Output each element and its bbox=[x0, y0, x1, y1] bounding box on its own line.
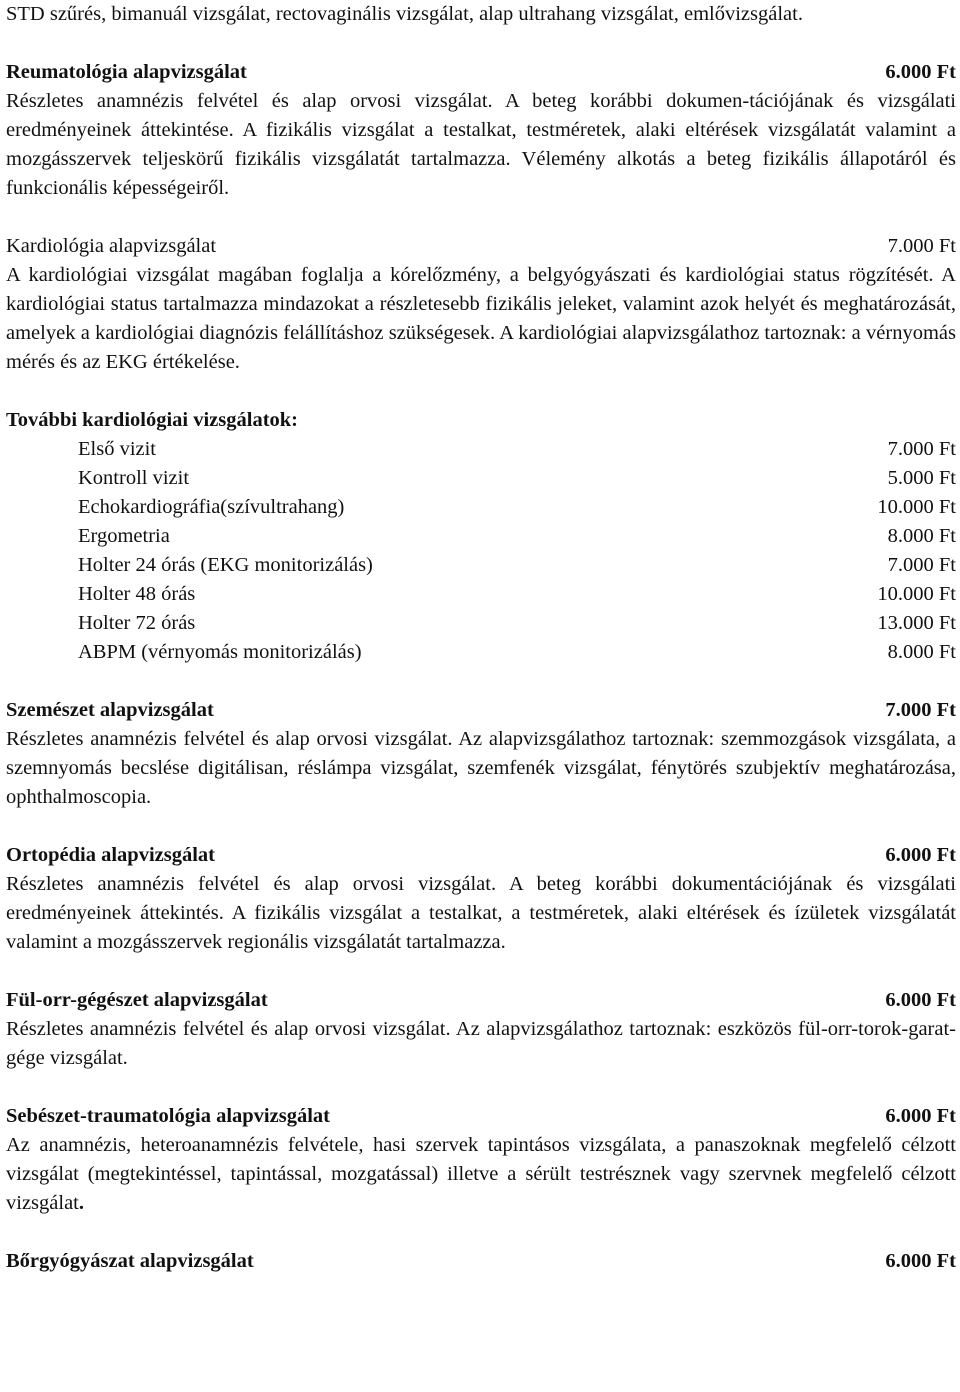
section-header-sebeszet bbox=[6, 1102, 956, 1131]
section-header-ful-orr-gegeszet bbox=[6, 986, 956, 1015]
item-label: Echokardiográfia(szívultrahang) bbox=[78, 496, 345, 518]
item-price: 7.000 Ft bbox=[887, 554, 956, 576]
section-title: Bőrgyógyászat alapvizsgálat bbox=[6, 1250, 254, 1272]
section-body: A kardiológiai vizsgálat magában foglalja a kórelőzmény, a belgyógyászati és kardiológiai status rögzítését. A kardiológiai status tartalmazza mindazokat a részletesebb fizikális jeleket, valamint azok helyét és meghatározását, amelyek a kardiológiai diagnózis felállításhoz szükségesek. A kardiológiai alapvizsgálathoz tartoznak: a vérnyomás mérés és az EKG értékelése. bbox=[6, 264, 956, 373]
item-label: Kontroll vizit bbox=[78, 467, 190, 489]
item-price: 10.000 Ft bbox=[877, 583, 956, 605]
price-list-item bbox=[6, 522, 956, 551]
section-body: Részletes anamnézis felvétel és alap orvosi vizsgálat. Az alapvizsgálathoz tartoznak: eszközös fül-orr-torok-garat-gége vizsgálat. bbox=[6, 1018, 956, 1069]
section-price: 6.000 Ft bbox=[885, 844, 956, 866]
item-label: Első vizit bbox=[78, 438, 157, 460]
section-title: Sebészet-traumatológia alapvizsgálat bbox=[6, 1105, 330, 1127]
section-body-text: Az anamnézis, heteroanamnézis felvétele, hasi szervek tapintásos vizsgálata, a panaszoknak megfelelő célzott vizsgálat (megtekintéssel, tapintással, mozgatással) illetve a sérült testrésznek vagy szervnek megfelelő célzott vizsgálat bbox=[6, 1134, 956, 1214]
section-price: 7.000 Ft bbox=[887, 235, 956, 257]
price-list-item bbox=[6, 609, 956, 638]
section-body-end: . bbox=[78, 1192, 84, 1214]
section-title: Fül-orr-gégészet alapvizsgálat bbox=[6, 989, 268, 1011]
subsection-title: További kardiológiai vizsgálatok: bbox=[6, 409, 298, 431]
price-list-item bbox=[6, 435, 956, 464]
section-price: 6.000 Ft bbox=[885, 1250, 956, 1272]
item-price: 5.000 Ft bbox=[887, 467, 956, 489]
section-body: Részletes anamnézis felvétel és alap orvosi vizsgálat. A beteg korábbi dokumen-tációjának és vizsgálati eredményeinek áttekintése. A fizikális vizsgálat a testalkat, testméretek, alaki eltérések vizsgálatát valamint a mozgásszervek teljeskörű fizikális vizsgálatát tartalmazza. Vélemény alkotás a beteg fizikális állapotáról és funkcionális képességeiről. bbox=[6, 90, 956, 199]
spacer bbox=[6, 377, 956, 406]
section-price: 6.000 Ft bbox=[885, 989, 956, 1011]
document-page bbox=[6, 0, 956, 1276]
item-label: Ergometria bbox=[78, 525, 170, 547]
price-list-item bbox=[6, 493, 956, 522]
section-price: 7.000 Ft bbox=[885, 699, 956, 721]
section-price: 6.000 Ft bbox=[885, 61, 956, 83]
item-label: Holter 48 órás bbox=[78, 583, 196, 605]
spacer bbox=[6, 957, 956, 986]
section-header-borgyogyaszat bbox=[6, 1247, 956, 1276]
section-header-szemeszet bbox=[6, 696, 956, 725]
item-price: 8.000 Ft bbox=[887, 525, 956, 547]
item-price: 8.000 Ft bbox=[887, 641, 956, 663]
section-header-reumatologia bbox=[6, 58, 956, 87]
section-header-ortopedia bbox=[6, 841, 956, 870]
spacer bbox=[6, 29, 956, 58]
price-list bbox=[6, 435, 956, 667]
spacer bbox=[6, 203, 956, 232]
intro-paragraph: STD szűrés, bimanuál vizsgálat, rectovaginális vizsgálat, alap ultrahang vizsgálat, emlővizsgálat. bbox=[6, 3, 803, 25]
spacer bbox=[6, 1073, 956, 1102]
section-body bbox=[6, 1131, 956, 1218]
item-price: 10.000 Ft bbox=[877, 496, 956, 518]
item-price: 13.000 Ft bbox=[877, 612, 956, 634]
price-list-item bbox=[6, 464, 956, 493]
spacer bbox=[6, 812, 956, 841]
spacer bbox=[6, 667, 956, 696]
section-title: Ortopédia alapvizsgálat bbox=[6, 844, 215, 866]
item-label: ABPM (vérnyomás monitorizálás) bbox=[78, 641, 362, 663]
price-list-item bbox=[6, 638, 956, 667]
section-title: Reumatológia alapvizsgálat bbox=[6, 61, 247, 83]
spacer bbox=[6, 1218, 956, 1247]
section-title: Szemészet alapvizsgálat bbox=[6, 699, 214, 721]
section-body: Részletes anamnézis felvétel és alap orvosi vizsgálat. A beteg korábbi dokumentációjának és vizsgálati eredményeinek áttekintés. A fizikális vizsgálat a testalkat, a testméretek, alaki eltérések és ízületek vizsgálatát valamint a mozgásszervek regionális vizsgálatát tartalmazza. bbox=[6, 873, 956, 953]
item-label: Holter 24 órás (EKG monitorizálás) bbox=[78, 554, 373, 576]
section-header-kardiologia bbox=[6, 232, 956, 261]
price-list-item bbox=[6, 580, 956, 609]
section-title: Kardiológia alapvizsgálat bbox=[6, 235, 217, 257]
section-body: Részletes anamnézis felvétel és alap orvosi vizsgálat. Az alapvizsgálathoz tartoznak: szemmozgások vizsgálata, a szemnyomás becslése digitálisan, réslámpa vizsgálat, szemfenék vizsgálat, fénytörés szubjektív meghatározása, ophthalmoscopia. bbox=[6, 728, 956, 808]
item-label: Holter 72 órás bbox=[78, 612, 196, 634]
item-price: 7.000 Ft bbox=[887, 438, 956, 460]
section-price: 6.000 Ft bbox=[885, 1105, 956, 1127]
price-list-item bbox=[6, 551, 956, 580]
